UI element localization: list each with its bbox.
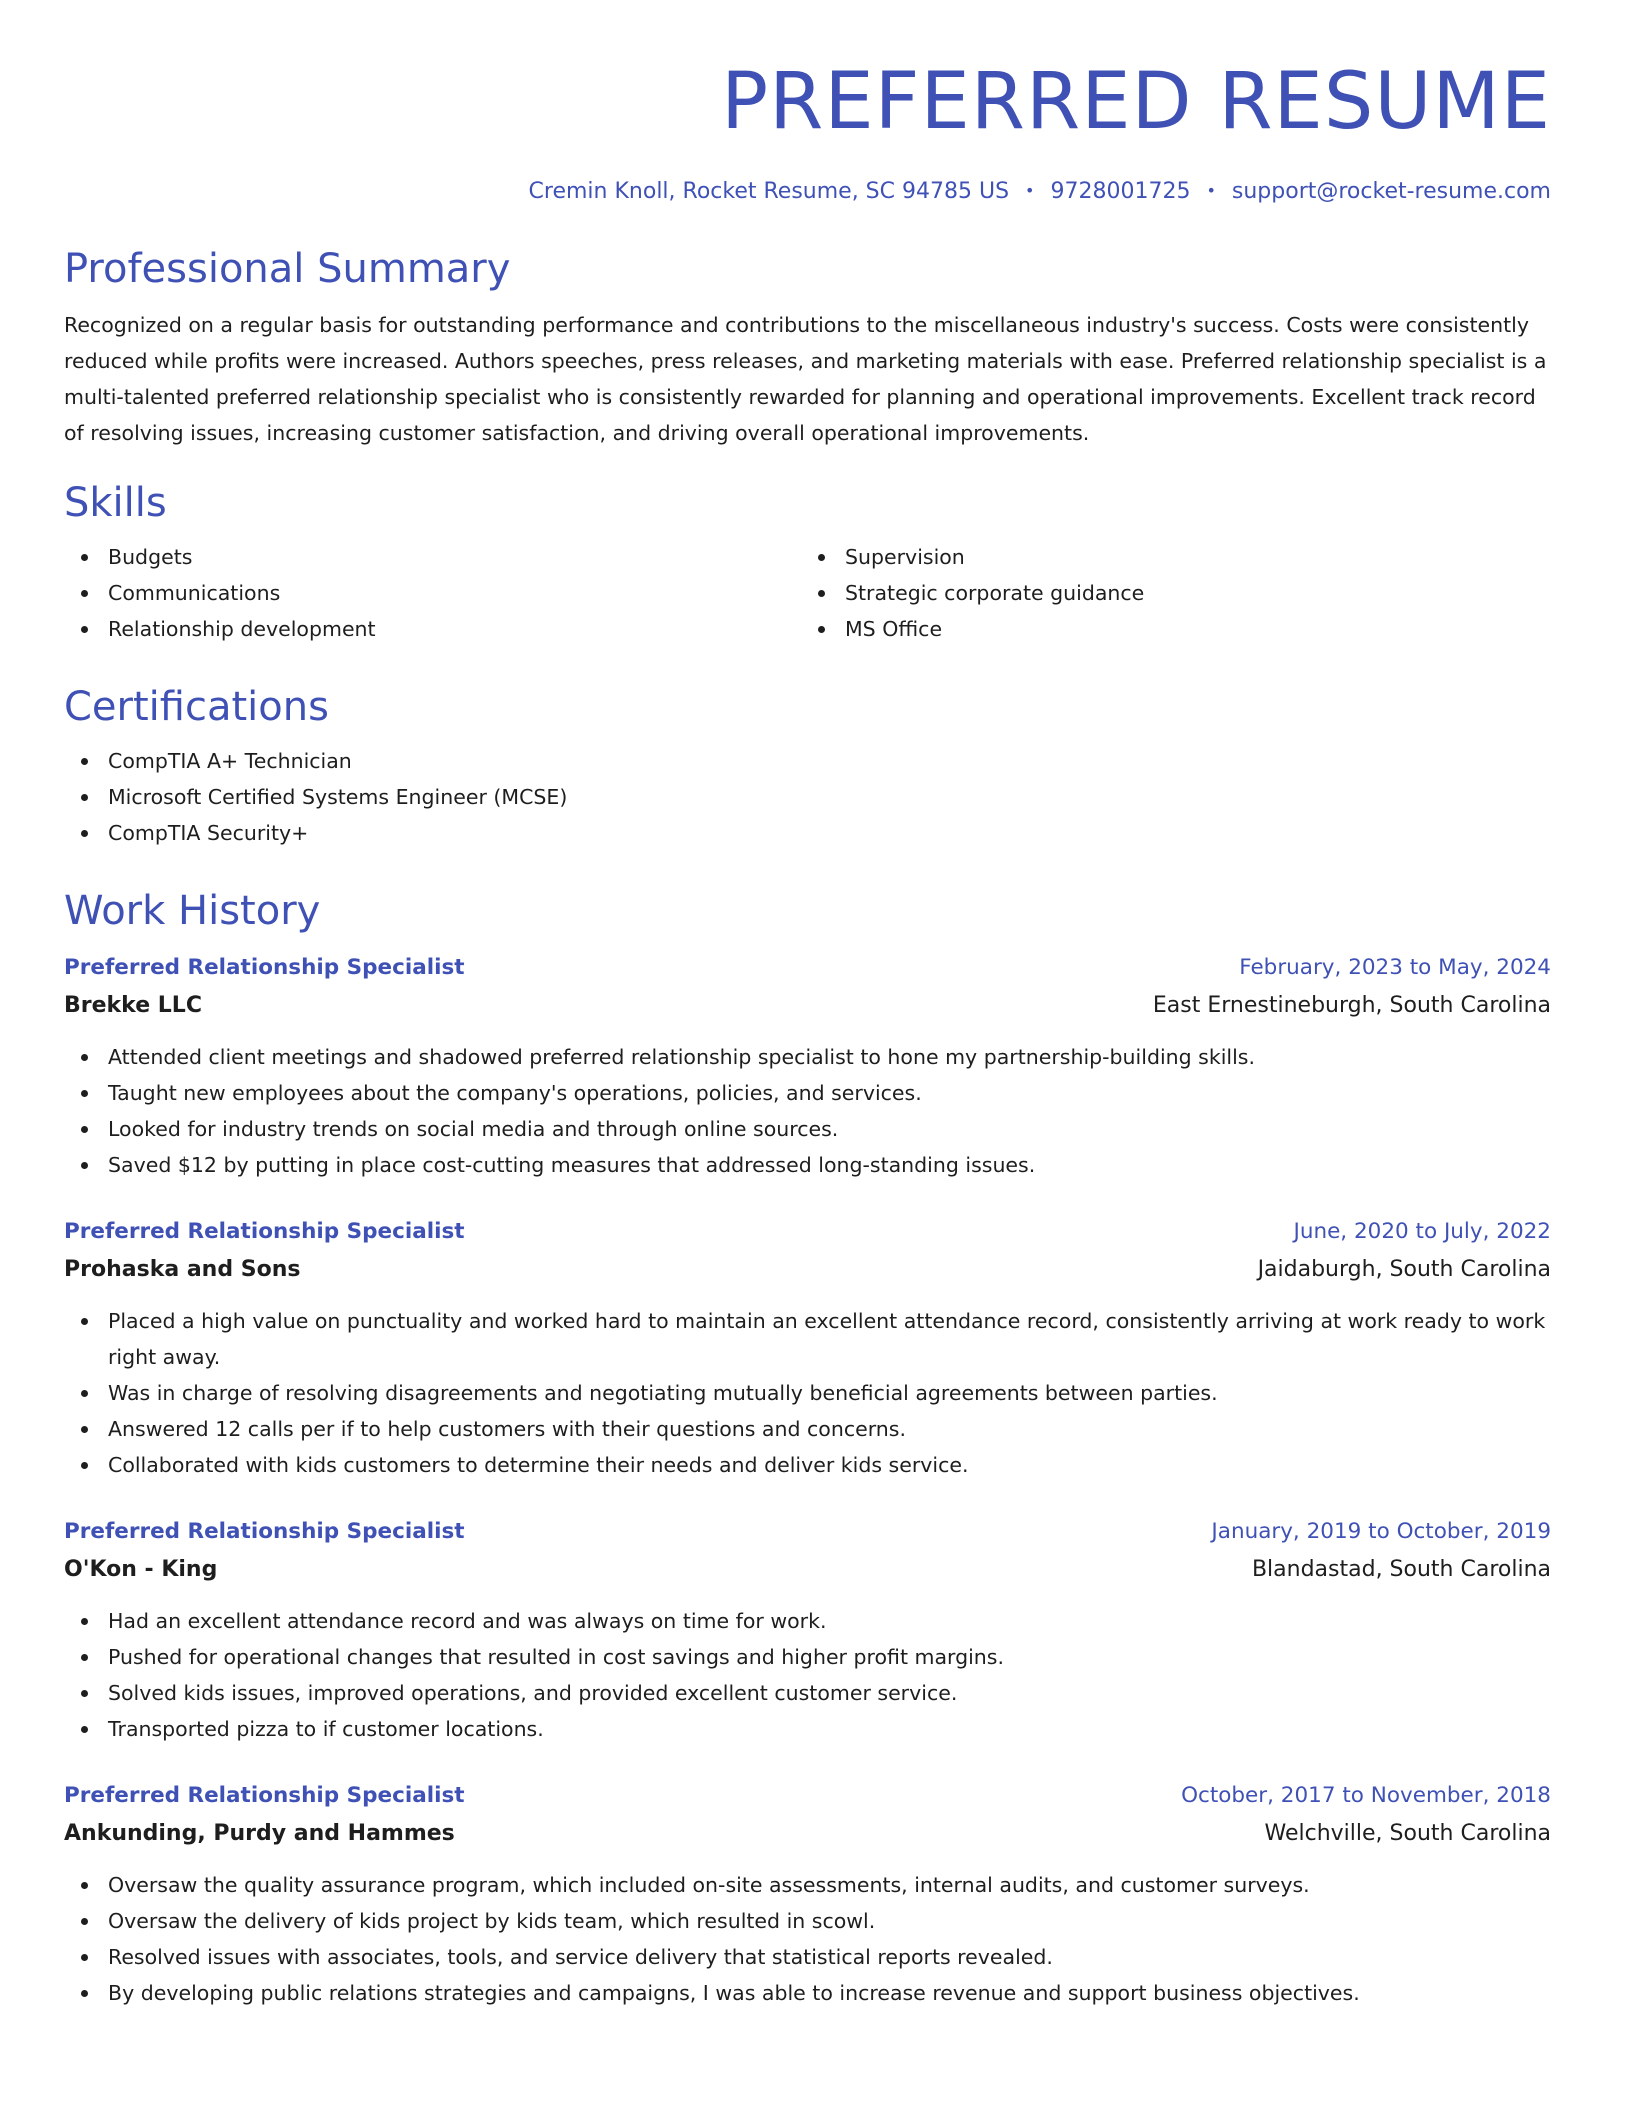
job-bullet: Answered 12 calls per if to help customers with their questions and concerns. — [64, 1411, 1551, 1447]
contact-line — [64, 176, 1551, 207]
job-bullet: Transported pizza to if customer locations. — [64, 1711, 1551, 1747]
job-company: Brekke LLC — [64, 993, 202, 1018]
contact-email[interactable]: support@rocket-resume.com — [1231, 179, 1551, 204]
skill-item: Supervision — [801, 539, 1538, 575]
skills-section — [64, 477, 1551, 647]
job-bullet: Resolved issues with associates, tools, and service delivery that statistical reports revealed. — [64, 1939, 1551, 1975]
job-bullets — [64, 1867, 1551, 2011]
contact-separator: • — [1025, 181, 1035, 200]
skills-grid — [64, 539, 1551, 647]
work-history-heading: Work History — [64, 888, 321, 934]
job-location: Jaidaburgh, South Carolina — [1257, 1257, 1551, 1282]
contact-address: Cremin Knoll, Rocket Resume, SC 94785 US — [528, 179, 1010, 204]
job-bullet: Oversaw the quality assurance program, which included on-site assessments, internal audits, and customer surveys. — [64, 1867, 1551, 1903]
skill-item: Budgets — [64, 539, 801, 575]
job-company-row — [64, 1551, 1551, 1589]
job-bullets — [64, 1303, 1551, 1483]
job-entry — [64, 949, 1551, 1183]
job-bullets — [64, 1603, 1551, 1747]
skill-item: Communications — [64, 575, 801, 611]
certifications-list — [64, 743, 1551, 851]
job-company: O'Kon - King — [64, 1557, 218, 1582]
skills-column-right — [801, 539, 1538, 647]
job-company-row — [64, 987, 1551, 1025]
job-title: Preferred Relationship Specialist — [64, 955, 465, 980]
certification-item: Microsoft Certified Systems Engineer (MCSE) — [64, 779, 1551, 815]
work-history-section — [64, 885, 1551, 2011]
job-title-row — [64, 949, 1551, 987]
job-company-row — [64, 1815, 1551, 1853]
job-location: Welchville, South Carolina — [1264, 1821, 1551, 1846]
job-bullet: Oversaw the delivery of kids project by kids team, which resulted in scowl. — [64, 1903, 1551, 1939]
job-bullet: Taught new employees about the company's operations, policies, and services. — [64, 1075, 1551, 1111]
skills-column-left — [64, 539, 801, 647]
job-company: Ankunding, Purdy and Hammes — [64, 1821, 455, 1846]
job-bullet: Had an excellent attendance record and was always on time for work. — [64, 1603, 1551, 1639]
skills-list-left — [64, 539, 801, 647]
job-bullet: Collaborated with kids customers to determine their needs and deliver kids service. — [64, 1447, 1551, 1483]
skills-heading: Skills — [64, 480, 167, 526]
resume-header — [64, 52, 1551, 207]
job-bullet: Saved $12 by putting in place cost-cutting measures that addressed long-standing issues. — [64, 1147, 1551, 1183]
job-location: East Ernestineburgh, South Carolina — [1152, 993, 1551, 1018]
job-title-row — [64, 1777, 1551, 1815]
job-bullets — [64, 1039, 1551, 1183]
job-title-row — [64, 1513, 1551, 1551]
summary-text: Recognized on a regular basis for outstanding performance and contributions to the miscellaneous industry's success. Costs were consistently reduced while profits were increased. Authors speeches, press releases, and marketing materials with ease. Preferred relationship specialist is a multi-talented preferred relationship specialist who is consistently rewarded for planning and operational improvements. Excellent track record of resolving issues, increasing customer satisfaction, and driving overall operational improvements. — [64, 313, 1547, 445]
contact-separator: • — [1206, 181, 1216, 200]
job-title: Preferred Relationship Specialist — [64, 1783, 465, 1808]
skill-item: Relationship development — [64, 611, 801, 647]
job-dates: June, 2020 to July, 2022 — [1293, 1219, 1551, 1244]
job-title: Preferred Relationship Specialist — [64, 1519, 465, 1544]
certifications-heading: Certifications — [64, 684, 329, 730]
summary-section — [64, 243, 1551, 451]
resume-name: PREFERRED RESUME — [721, 57, 1551, 147]
job-bullet: Attended client meetings and shadowed preferred relationship specialist to hone my partnership-building skills. — [64, 1039, 1551, 1075]
job-dates: October, 2017 to November, 2018 — [1181, 1783, 1551, 1808]
job-location: Blandastad, South Carolina — [1251, 1557, 1551, 1582]
job-dates: January, 2019 to October, 2019 — [1211, 1519, 1551, 1544]
job-entry — [64, 1213, 1551, 1483]
summary-heading: Professional Summary — [64, 246, 511, 292]
job-bullet: Placed a high value on punctuality and worked hard to maintain an excellent attendance record, consistently arriving at work ready to work right away. — [64, 1303, 1551, 1375]
job-bullet: Was in charge of resolving disagreements and negotiating mutually beneficial agreements between parties. — [64, 1375, 1551, 1411]
job-bullet: Solved kids issues, improved operations, and provided excellent customer service. — [64, 1675, 1551, 1711]
job-entry — [64, 1513, 1551, 1747]
job-bullet: Looked for industry trends on social media and through online sources. — [64, 1111, 1551, 1147]
certifications-section — [64, 681, 1551, 851]
skill-item: Strategic corporate guidance — [801, 575, 1538, 611]
certification-item: CompTIA Security+ — [64, 815, 1551, 851]
certification-item: CompTIA A+ Technician — [64, 743, 1551, 779]
contact-phone: 9728001725 — [1050, 179, 1191, 204]
job-title-row — [64, 1213, 1551, 1251]
job-company-row — [64, 1251, 1551, 1289]
job-entry — [64, 1777, 1551, 2011]
job-title: Preferred Relationship Specialist — [64, 1219, 465, 1244]
skills-list-right — [801, 539, 1538, 647]
job-bullet: By developing public relations strategies and campaigns, I was able to increase revenue and support business objectives. — [64, 1975, 1551, 2011]
job-company: Prohaska and Sons — [64, 1257, 301, 1282]
job-bullet: Pushed for operational changes that resulted in cost savings and higher profit margins. — [64, 1639, 1551, 1675]
job-dates: February, 2023 to May, 2024 — [1239, 955, 1551, 980]
skill-item: MS Office — [801, 611, 1538, 647]
